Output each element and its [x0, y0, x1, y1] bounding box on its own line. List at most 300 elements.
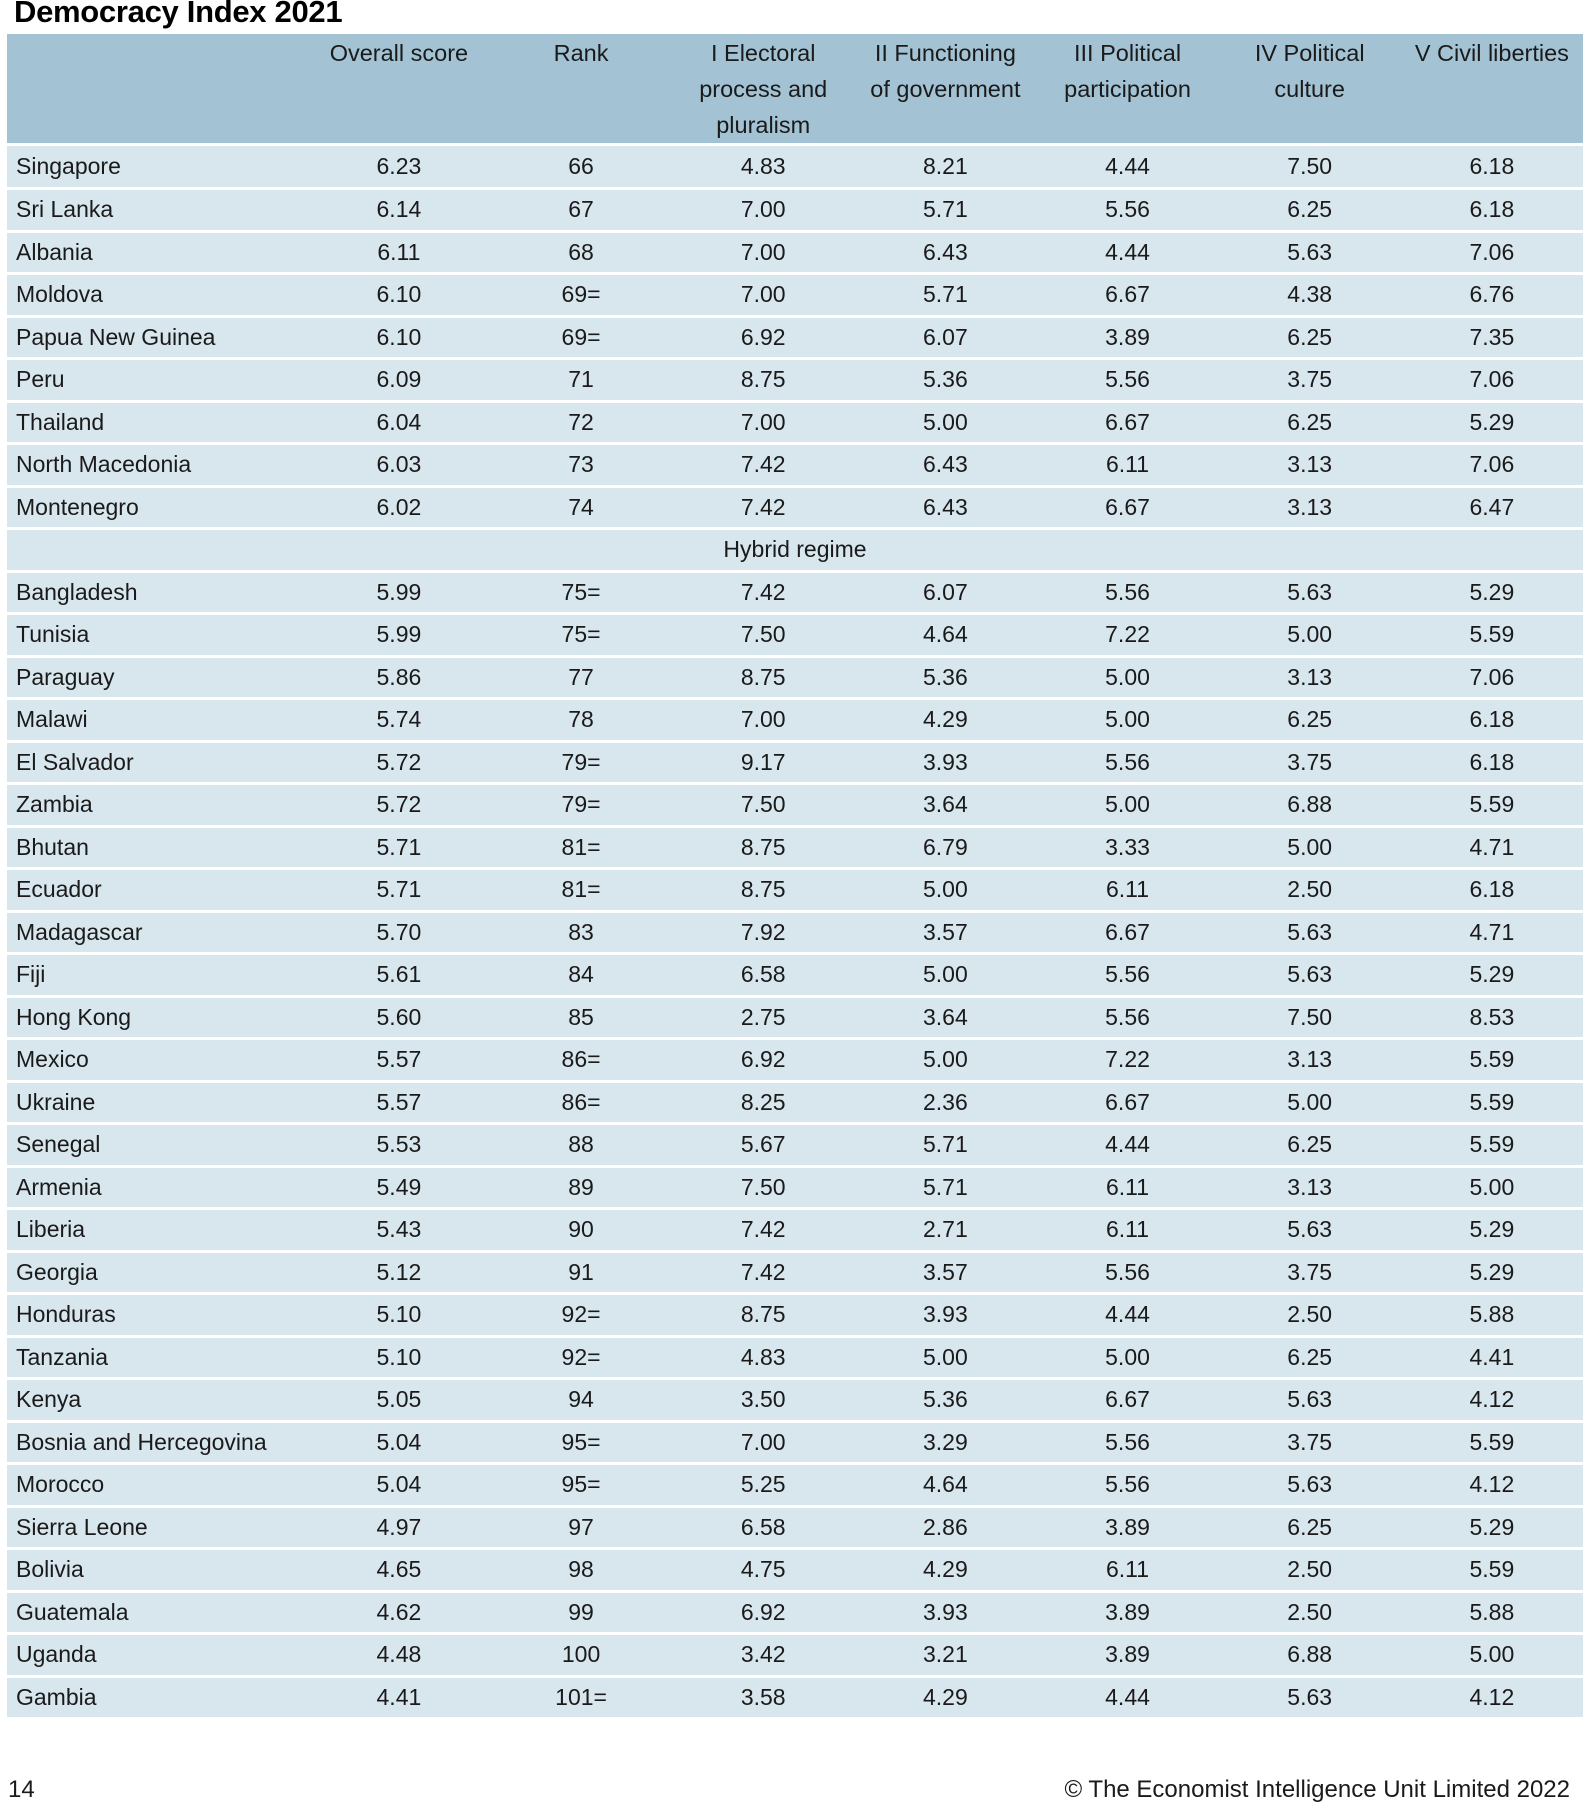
cell-country: El Salvador [16, 748, 134, 775]
cell-functioning-of-government: 2.86 [922, 1513, 968, 1540]
cell-political-culture: 3.13 [1287, 1046, 1333, 1073]
table-row [7, 1549, 1583, 1592]
cell-civil-liberties: 5.29 [1469, 1513, 1515, 1540]
cell-electoral-process: 6.58 [740, 1513, 786, 1540]
cell-rank: 99 [568, 1598, 594, 1625]
cell-political-culture: 5.00 [1287, 833, 1333, 860]
cell-country: Bangladesh [16, 578, 138, 605]
cell-civil-liberties: 6.47 [1469, 493, 1515, 520]
cell-civil-liberties: 5.59 [1469, 621, 1515, 648]
cell-overall-score: 4.48 [376, 1641, 422, 1668]
cell-rank: 67 [568, 196, 594, 223]
cell-overall-score: 6.11 [377, 238, 421, 265]
cell-overall-score: 5.70 [376, 918, 422, 945]
cell-functioning-of-government: 3.57 [922, 1258, 968, 1285]
cell-rank: 71 [568, 366, 594, 393]
cell-electoral-process: 3.42 [740, 1641, 786, 1668]
cell-functioning-of-government: 5.71 [922, 196, 968, 223]
cell-country: Malawi [16, 706, 88, 733]
cell-functioning-of-government: 5.36 [922, 1386, 968, 1413]
cell-political-participation: 6.67 [1105, 281, 1150, 308]
header-row [7, 34, 1583, 143]
democracy-index-table [7, 34, 1583, 1720]
cell-political-culture: 5.63 [1287, 918, 1333, 945]
cell-political-culture: 5.63 [1287, 1471, 1333, 1498]
cell-political-culture: 5.63 [1287, 961, 1333, 988]
cell-country: Zambia [16, 791, 93, 818]
cell-civil-liberties: 5.59 [1469, 1428, 1515, 1455]
cell-country: Bosnia and Hercegovina [16, 1428, 267, 1455]
cell-functioning-of-government: 5.71 [922, 281, 968, 308]
cell-electoral-process: 6.58 [740, 961, 786, 988]
table-row [7, 784, 1583, 827]
cell-overall-score: 5.49 [376, 1173, 422, 1200]
cell-civil-liberties: 6.18 [1469, 748, 1515, 775]
table-row [7, 189, 1583, 232]
cell-political-participation: 7.22 [1105, 621, 1150, 648]
cell-country: Sri Lanka [16, 196, 114, 223]
cell-overall-score: 5.72 [376, 748, 422, 775]
cell-rank: 101= [555, 1683, 607, 1710]
cell-rank: 79= [561, 748, 601, 775]
table-row [7, 699, 1583, 742]
cell-country: Liberia [16, 1216, 86, 1243]
cell-political-culture: 6.25 [1287, 1513, 1333, 1540]
cell-civil-liberties: 6.18 [1469, 706, 1515, 733]
cell-electoral-process: 4.75 [740, 1556, 786, 1583]
cell-civil-liberties: 5.29 [1469, 961, 1515, 988]
group-label: Hybrid regime [723, 536, 867, 563]
table-row [7, 1336, 1583, 1379]
cell-functioning-of-government: 3.21 [922, 1641, 968, 1668]
cell-civil-liberties: 5.59 [1469, 1046, 1515, 1073]
cell-functioning-of-government: 5.00 [922, 1046, 968, 1073]
cell-functioning-of-government: 4.64 [922, 621, 968, 648]
table-row [7, 911, 1583, 954]
cell-country: Ukraine [16, 1088, 96, 1115]
cell-political-culture: 6.25 [1287, 1131, 1333, 1158]
cell-electoral-process: 6.92 [740, 1046, 786, 1073]
cell-political-participation: 6.67 [1105, 1386, 1150, 1413]
header-rank: Rank [553, 40, 609, 66]
cell-overall-score: 5.10 [376, 1301, 422, 1328]
cell-overall-score: 6.03 [376, 451, 422, 478]
cell-rank: 72 [568, 408, 594, 435]
cell-civil-liberties: 6.18 [1469, 196, 1515, 223]
cell-political-participation: 7.22 [1105, 1046, 1150, 1073]
cell-political-culture: 5.63 [1287, 1683, 1333, 1710]
cell-rank: 79= [561, 791, 601, 818]
cell-political-culture: 2.50 [1287, 876, 1333, 903]
cell-country: Sierra Leone [16, 1513, 148, 1540]
cell-functioning-of-government: 6.43 [922, 238, 968, 265]
cell-political-culture: 5.00 [1287, 621, 1333, 648]
cell-country: Georgia [16, 1258, 98, 1285]
table-row [7, 741, 1583, 784]
table-row [7, 1379, 1583, 1422]
cell-electoral-process: 4.83 [740, 153, 786, 179]
header-overall-score: Overall score [329, 40, 469, 66]
cell-political-participation: 3.33 [1105, 833, 1150, 860]
group-header-row [7, 529, 1583, 572]
header-political-participation: III Political participation [1064, 40, 1191, 102]
cell-country: Tunisia [16, 621, 90, 648]
cell-country: Kenya [16, 1386, 82, 1413]
cell-civil-liberties: 7.06 [1469, 366, 1515, 393]
cell-electoral-process: 7.00 [740, 706, 786, 733]
cell-electoral-process: 4.83 [740, 1343, 786, 1370]
table-row [7, 1081, 1583, 1124]
cell-overall-score: 5.12 [376, 1258, 422, 1285]
cell-functioning-of-government: 6.07 [922, 323, 968, 350]
cell-overall-score: 5.60 [376, 1003, 422, 1030]
cell-rank: 86= [561, 1088, 601, 1115]
table-row [7, 954, 1583, 997]
cell-civil-liberties: 6.76 [1469, 281, 1515, 308]
cell-functioning-of-government: 4.64 [922, 1471, 968, 1498]
cell-civil-liberties: 7.06 [1469, 238, 1515, 265]
cell-country: Moldova [16, 281, 103, 308]
cell-functioning-of-government: 8.21 [922, 153, 968, 179]
cell-country: Madagascar [16, 918, 143, 945]
cell-civil-liberties: 5.59 [1469, 1088, 1515, 1115]
cell-functioning-of-government: 3.93 [922, 1301, 968, 1328]
cell-functioning-of-government: 3.64 [922, 791, 968, 818]
cell-political-culture: 3.13 [1287, 451, 1333, 478]
cell-functioning-of-government: 5.00 [922, 1343, 968, 1370]
table-row [7, 1209, 1583, 1252]
cell-rank: 88 [568, 1131, 594, 1158]
cell-political-participation: 4.44 [1105, 1301, 1150, 1328]
cell-political-participation: 5.56 [1105, 1428, 1150, 1455]
cell-political-culture: 6.25 [1287, 196, 1333, 223]
cell-political-participation: 6.67 [1105, 1088, 1150, 1115]
cell-functioning-of-government: 3.29 [922, 1428, 968, 1455]
cell-political-participation: 5.56 [1105, 1471, 1150, 1498]
cell-political-participation: 6.67 [1105, 408, 1150, 435]
cell-functioning-of-government: 5.71 [922, 1173, 968, 1200]
cell-electoral-process: 3.58 [740, 1683, 786, 1710]
cell-overall-score: 5.71 [376, 833, 422, 860]
cell-electoral-process: 8.75 [740, 366, 786, 393]
cell-political-participation: 6.67 [1105, 918, 1150, 945]
cell-electoral-process: 7.42 [740, 451, 786, 478]
header-country [7, 34, 308, 143]
cell-political-culture: 5.63 [1287, 1386, 1333, 1413]
cell-rank: 78 [568, 706, 594, 733]
cell-rank: 95= [561, 1471, 601, 1498]
cell-functioning-of-government: 6.43 [922, 451, 968, 478]
cell-political-participation: 3.89 [1105, 1598, 1150, 1625]
cell-political-participation: 5.56 [1105, 961, 1150, 988]
cell-functioning-of-government: 2.71 [922, 1216, 968, 1243]
cell-country: Guatemala [16, 1598, 129, 1625]
cell-political-culture: 6.25 [1287, 706, 1333, 733]
cell-electoral-process: 8.75 [740, 1301, 786, 1328]
cell-civil-liberties: 5.59 [1469, 1556, 1515, 1583]
cell-overall-score: 5.86 [376, 663, 422, 690]
cell-rank: 92= [561, 1301, 601, 1328]
table-row [7, 486, 1583, 529]
cell-rank: 85 [568, 1003, 594, 1030]
cell-political-culture: 2.50 [1287, 1301, 1333, 1328]
cell-political-participation: 3.89 [1105, 1513, 1150, 1540]
cell-overall-score: 5.10 [376, 1343, 422, 1370]
cell-country: Albania [16, 238, 93, 265]
cell-rank: 90 [568, 1216, 594, 1243]
cell-political-participation: 4.44 [1105, 1683, 1150, 1710]
cell-electoral-process: 7.00 [740, 408, 786, 435]
header-functioning-of-government: II Functioning of government [870, 40, 1021, 102]
cell-political-participation: 6.11 [1106, 876, 1150, 903]
cell-political-participation: 5.56 [1105, 196, 1150, 223]
cell-rank: 75= [561, 578, 601, 605]
cell-overall-score: 5.57 [376, 1046, 422, 1073]
table-row [7, 359, 1583, 402]
cell-political-participation: 3.89 [1105, 1641, 1150, 1668]
cell-country: Armenia [16, 1173, 102, 1200]
cell-country: Singapore [16, 153, 121, 179]
cell-functioning-of-government: 6.43 [922, 493, 968, 520]
cell-functioning-of-government: 2.36 [922, 1088, 968, 1115]
table-row [7, 1294, 1583, 1337]
cell-country: North Macedonia [16, 451, 192, 478]
cell-rank: 95= [561, 1428, 601, 1455]
cell-political-culture: 6.88 [1287, 791, 1333, 818]
cell-civil-liberties: 4.71 [1469, 833, 1515, 860]
table-row [7, 869, 1583, 912]
cell-political-culture: 6.25 [1287, 1343, 1333, 1370]
cell-functioning-of-government: 3.57 [922, 918, 968, 945]
cell-political-participation: 6.67 [1105, 493, 1150, 520]
cell-rank: 68 [568, 238, 594, 265]
cell-functioning-of-government: 4.29 [922, 706, 968, 733]
cell-functioning-of-government: 4.29 [922, 1683, 968, 1710]
cell-overall-score: 5.43 [376, 1216, 422, 1243]
cell-functioning-of-government: 3.93 [922, 748, 968, 775]
cell-country: Paraguay [16, 663, 115, 690]
cell-civil-liberties: 5.88 [1469, 1301, 1515, 1328]
cell-political-participation: 6.11 [1106, 1556, 1150, 1583]
cell-political-culture: 3.13 [1287, 493, 1333, 520]
cell-civil-liberties: 5.29 [1469, 578, 1515, 605]
cell-electoral-process: 7.00 [740, 281, 786, 308]
table-body [7, 146, 1583, 1719]
cell-political-participation: 3.89 [1105, 323, 1150, 350]
cell-political-participation: 4.44 [1105, 1131, 1150, 1158]
cell-country: Senegal [16, 1131, 101, 1158]
cell-functioning-of-government: 5.36 [922, 366, 968, 393]
cell-overall-score: 5.61 [376, 961, 422, 988]
header-civil-liberties: V Civil liberties [1414, 40, 1569, 66]
cell-rank: 91 [568, 1258, 594, 1285]
cell-functioning-of-government: 3.93 [922, 1598, 968, 1625]
cell-rank: 69= [561, 281, 601, 308]
cell-electoral-process: 2.75 [740, 1003, 786, 1030]
cell-rank: 81= [561, 833, 601, 860]
cell-rank: 92= [561, 1343, 601, 1370]
cell-electoral-process: 6.92 [740, 323, 786, 350]
cell-overall-score: 6.10 [376, 281, 422, 308]
democracy-index-table-container [7, 34, 1583, 1720]
cell-political-participation: 6.11 [1106, 451, 1150, 478]
cell-rank: 83 [568, 918, 594, 945]
table-row [7, 1421, 1583, 1464]
table-row [7, 996, 1583, 1039]
table-row [7, 316, 1583, 359]
cell-rank: 100 [561, 1641, 601, 1668]
cell-political-participation: 5.00 [1105, 791, 1150, 818]
cell-political-participation: 4.44 [1105, 153, 1150, 179]
table-row [7, 1464, 1583, 1507]
cell-political-culture: 3.75 [1287, 1428, 1333, 1455]
cell-electoral-process: 7.92 [740, 918, 786, 945]
cell-country: Mexico [16, 1046, 89, 1073]
cell-functioning-of-government: 4.29 [922, 1556, 968, 1583]
cell-overall-score: 5.05 [376, 1386, 422, 1413]
cell-electoral-process: 7.00 [740, 1428, 786, 1455]
cell-political-culture: 3.13 [1287, 1173, 1333, 1200]
cell-electoral-process: 9.17 [740, 748, 786, 775]
cell-functioning-of-government: 5.00 [922, 876, 968, 903]
cell-rank: 73 [568, 451, 594, 478]
cell-civil-liberties: 5.00 [1469, 1173, 1515, 1200]
cell-civil-liberties: 6.18 [1469, 876, 1515, 903]
cell-political-culture: 2.50 [1287, 1598, 1333, 1625]
cell-political-culture: 7.50 [1287, 1003, 1333, 1030]
cell-political-participation: 5.56 [1105, 578, 1150, 605]
cell-country: Ecuador [16, 876, 102, 903]
cell-political-culture: 5.63 [1287, 578, 1333, 605]
cell-civil-liberties: 7.06 [1469, 451, 1515, 478]
cell-electoral-process: 7.50 [740, 621, 786, 648]
table-row [7, 1591, 1583, 1634]
cell-functioning-of-government: 5.36 [922, 663, 968, 690]
header-political-culture: IV Political culture [1254, 40, 1365, 102]
cell-electoral-process: 5.25 [740, 1471, 786, 1498]
cell-political-culture: 2.50 [1287, 1556, 1333, 1583]
cell-rank: 66 [568, 153, 594, 179]
cell-political-culture: 3.75 [1287, 1258, 1333, 1285]
cell-political-participation: 5.56 [1105, 748, 1150, 775]
cell-overall-score: 4.62 [376, 1598, 422, 1625]
cell-electoral-process: 7.00 [740, 196, 786, 223]
cell-rank: 98 [568, 1556, 594, 1583]
cell-rank: 84 [568, 961, 594, 988]
table-row [7, 614, 1583, 657]
cell-political-culture: 5.63 [1287, 238, 1333, 265]
cell-electoral-process: 6.92 [740, 1598, 786, 1625]
cell-rank: 97 [568, 1513, 594, 1540]
cell-civil-liberties: 5.29 [1469, 1258, 1515, 1285]
table-row [7, 1634, 1583, 1677]
cell-rank: 89 [568, 1173, 594, 1200]
cell-political-culture: 3.75 [1287, 748, 1333, 775]
cell-overall-score: 6.04 [376, 408, 422, 435]
cell-overall-score: 4.41 [376, 1683, 422, 1710]
cell-rank: 86= [561, 1046, 601, 1073]
cell-country: Tanzania [16, 1343, 109, 1370]
cell-country: Fiji [16, 961, 46, 988]
cell-electoral-process: 8.75 [740, 876, 786, 903]
cell-civil-liberties: 7.06 [1469, 663, 1515, 690]
cell-political-culture: 4.38 [1287, 281, 1333, 308]
cell-civil-liberties: 4.12 [1469, 1386, 1515, 1413]
cell-electoral-process: 7.50 [740, 791, 786, 818]
cell-functioning-of-government: 3.64 [922, 1003, 968, 1030]
table-header [7, 34, 1583, 146]
table-row [7, 231, 1583, 274]
cell-electoral-process: 8.25 [740, 1088, 786, 1115]
cell-country: Thailand [16, 408, 105, 435]
cell-rank: 81= [561, 876, 601, 903]
cell-civil-liberties: 8.53 [1469, 1003, 1515, 1030]
cell-civil-liberties: 6.18 [1469, 153, 1515, 179]
cell-political-participation: 5.56 [1105, 366, 1150, 393]
cell-overall-score: 5.04 [376, 1471, 422, 1498]
cell-electoral-process: 8.75 [740, 663, 786, 690]
cell-country: Morocco [16, 1471, 105, 1498]
cell-political-participation: 6.11 [1106, 1216, 1150, 1243]
cell-electoral-process: 3.50 [740, 1386, 786, 1413]
cell-electoral-process: 5.67 [740, 1131, 786, 1158]
cell-civil-liberties: 7.35 [1469, 323, 1515, 350]
table-row [7, 1506, 1583, 1549]
cell-rank: 77 [568, 663, 594, 690]
page-number: 14 [8, 1776, 35, 1803]
cell-rank: 75= [561, 621, 601, 648]
cell-civil-liberties: 5.29 [1469, 408, 1515, 435]
page-title: Democracy Index 2021 [14, 0, 343, 29]
table-row [7, 444, 1583, 487]
cell-political-participation: 5.00 [1105, 706, 1150, 733]
table-row [7, 1251, 1583, 1294]
cell-electoral-process: 7.00 [740, 238, 786, 265]
cell-political-culture: 6.25 [1287, 323, 1333, 350]
table-row [7, 146, 1583, 189]
cell-functioning-of-government: 6.79 [922, 833, 968, 860]
cell-overall-score: 4.97 [376, 1513, 422, 1540]
cell-civil-liberties: 5.00 [1469, 1641, 1515, 1668]
cell-political-participation: 4.44 [1105, 238, 1150, 265]
cell-civil-liberties: 4.71 [1469, 918, 1515, 945]
cell-rank: 69= [561, 323, 601, 350]
cell-political-culture: 6.88 [1287, 1641, 1333, 1668]
table-row [7, 401, 1583, 444]
cell-political-participation: 5.56 [1105, 1003, 1150, 1030]
cell-overall-score: 6.23 [376, 153, 422, 179]
cell-electoral-process: 7.42 [740, 578, 786, 605]
cell-political-participation: 5.00 [1105, 1343, 1150, 1370]
cell-political-participation: 5.00 [1105, 663, 1150, 690]
cell-country: Peru [16, 366, 65, 393]
cell-functioning-of-government: 5.71 [922, 1131, 968, 1158]
cell-political-participation: 5.56 [1105, 1258, 1150, 1285]
cell-country: Bhutan [16, 833, 89, 860]
cell-political-culture: 3.13 [1287, 663, 1333, 690]
table-row [7, 1676, 1583, 1719]
cell-overall-score: 5.57 [376, 1088, 422, 1115]
cell-political-culture: 7.50 [1287, 153, 1333, 179]
cell-political-participation: 6.11 [1106, 1173, 1150, 1200]
cell-electoral-process: 7.42 [740, 493, 786, 520]
cell-political-culture: 5.00 [1287, 1088, 1333, 1115]
cell-civil-liberties: 4.12 [1469, 1683, 1515, 1710]
cell-functioning-of-government: 5.00 [922, 961, 968, 988]
cell-electoral-process: 8.75 [740, 833, 786, 860]
cell-overall-score: 6.10 [376, 323, 422, 350]
cell-overall-score: 5.74 [376, 706, 422, 733]
